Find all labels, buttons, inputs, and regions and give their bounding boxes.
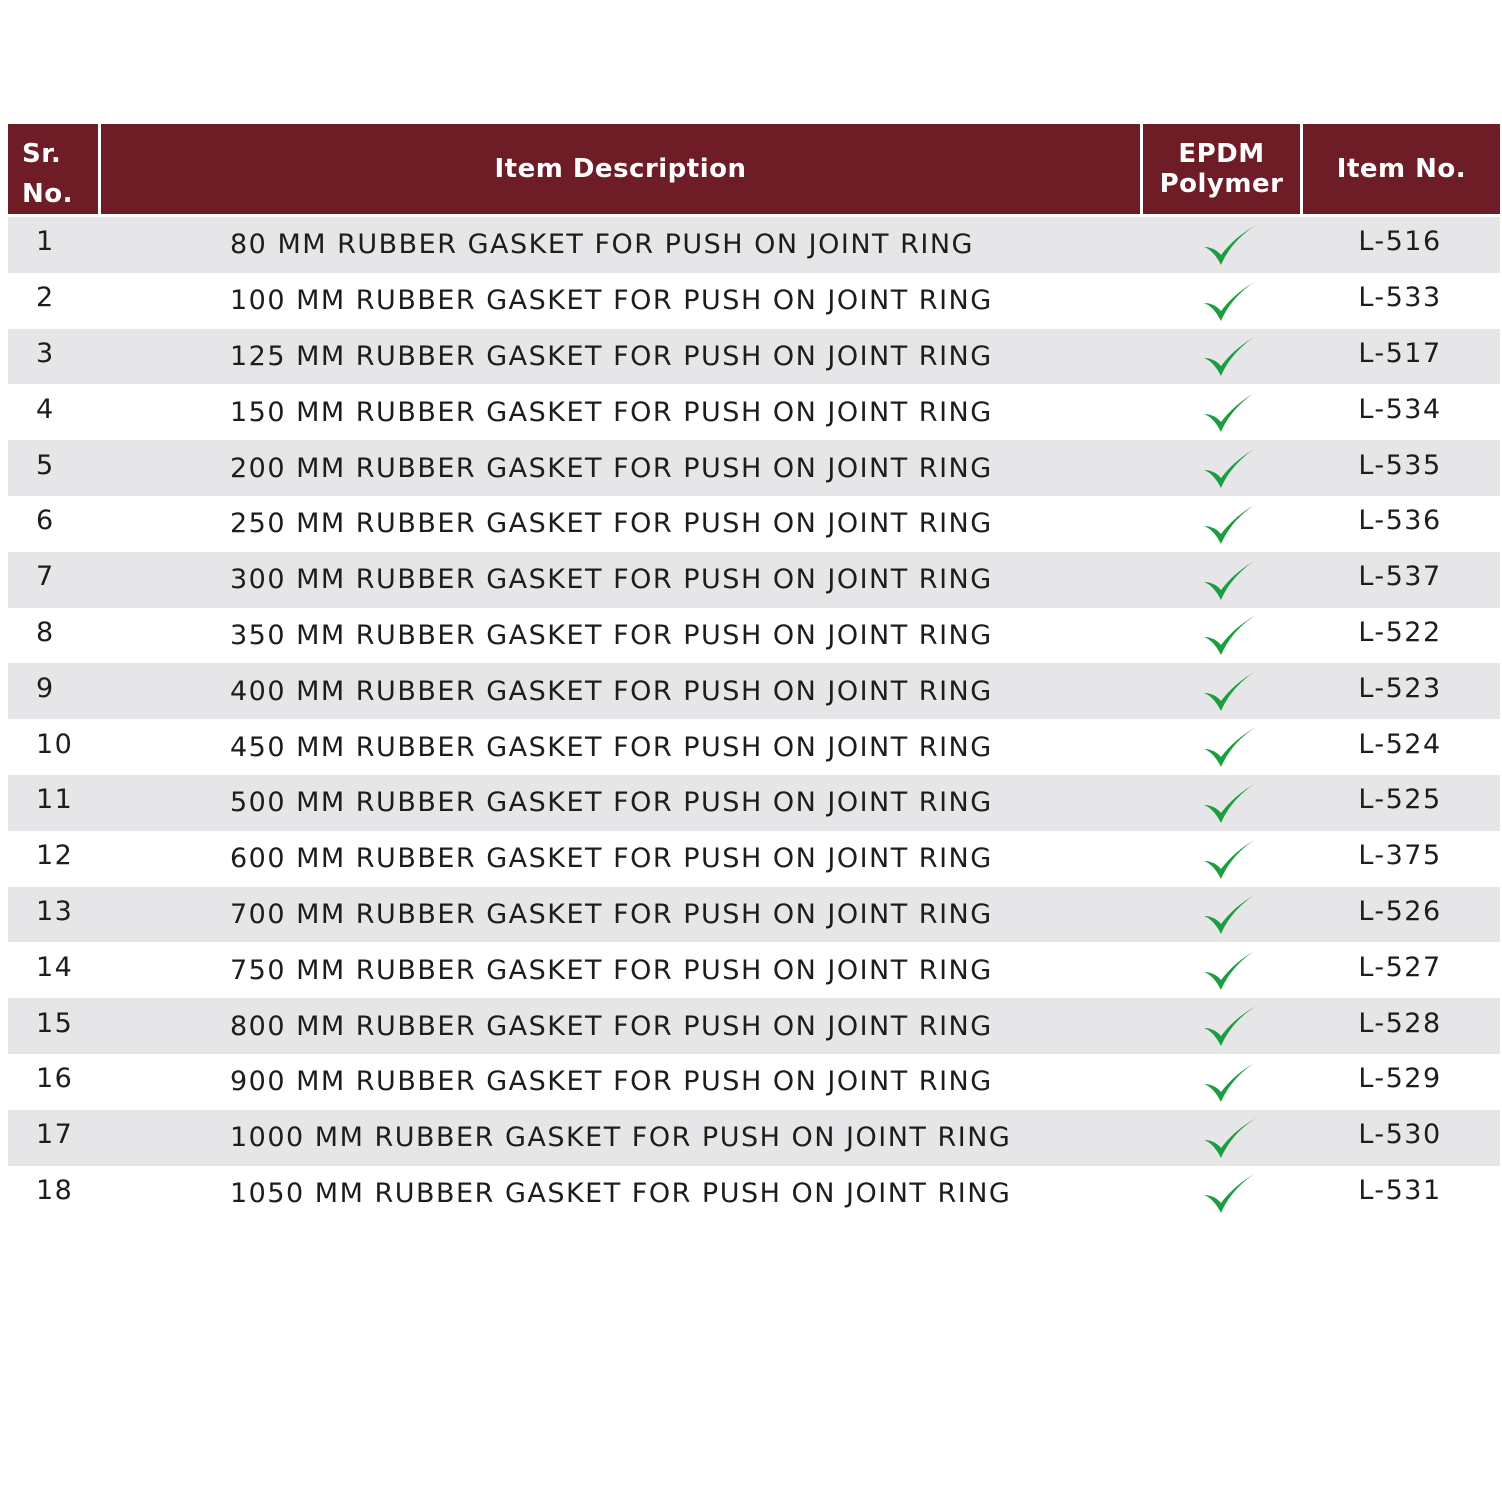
epdm-cell <box>1140 1004 1300 1048</box>
item-no-cell: L-525 <box>1358 784 1442 816</box>
sr-no-cell: 11 <box>36 784 74 816</box>
item-description-cell: 400 MM RUBBER GASKET FOR PUSH ON JOINT RING <box>230 675 993 707</box>
item-no-cell: L-516 <box>1358 226 1442 258</box>
table-row <box>8 831 1500 887</box>
table-header <box>8 124 1500 214</box>
sr-no-cell: 2 <box>36 282 55 314</box>
header-item-no: Item No. <box>1300 124 1500 214</box>
epdm-cell <box>1140 669 1300 713</box>
epdm-cell <box>1140 390 1300 434</box>
sr-no-cell: 6 <box>36 505 55 537</box>
item-description-cell: 80 MM RUBBER GASKET FOR PUSH ON JOINT RING <box>230 229 974 261</box>
item-description-cell: 750 MM RUBBER GASKET FOR PUSH ON JOINT RING <box>230 954 993 986</box>
item-description-cell: 1050 MM RUBBER GASKET FOR PUSH ON JOINT RING <box>230 1177 1012 1209</box>
sr-no-cell: 17 <box>36 1119 74 1151</box>
sr-no-cell: 9 <box>36 672 55 704</box>
item-no-cell: L-528 <box>1358 1007 1442 1039</box>
item-description-cell: 800 MM RUBBER GASKET FOR PUSH ON JOINT RING <box>230 1010 993 1042</box>
item-no-cell: L-535 <box>1358 449 1442 481</box>
table-row <box>8 608 1500 664</box>
table-row <box>8 775 1500 831</box>
item-description-cell: 150 MM RUBBER GASKET FOR PUSH ON JOINT RING <box>230 396 993 428</box>
check-icon <box>1202 334 1258 378</box>
sr-no-cell: 4 <box>36 393 55 425</box>
item-no-cell: L-527 <box>1358 951 1442 983</box>
sr-no-cell: 8 <box>36 616 55 648</box>
table-row <box>8 496 1500 552</box>
check-icon <box>1202 1004 1258 1048</box>
item-description-cell: 125 MM RUBBER GASKET FOR PUSH ON JOINT RING <box>230 340 993 372</box>
epdm-cell <box>1140 558 1300 602</box>
item-no-cell: L-522 <box>1358 616 1442 648</box>
gasket-table <box>8 124 1500 1221</box>
item-description-cell: 600 MM RUBBER GASKET FOR PUSH ON JOINT RING <box>230 843 993 875</box>
check-icon <box>1202 1171 1258 1215</box>
table-row <box>8 329 1500 385</box>
item-description-cell: 450 MM RUBBER GASKET FOR PUSH ON JOINT RING <box>230 731 993 763</box>
epdm-cell <box>1140 1060 1300 1104</box>
sr-no-cell: 12 <box>36 840 74 872</box>
table-row <box>8 1054 1500 1110</box>
sr-no-cell: 10 <box>36 728 74 760</box>
table-row <box>8 887 1500 943</box>
sr-no-cell: 15 <box>36 1007 74 1039</box>
item-no-cell: L-537 <box>1358 561 1442 593</box>
item-no-cell: L-536 <box>1358 505 1442 537</box>
header-sr-no: Sr. No. <box>8 124 98 214</box>
item-no-cell: L-530 <box>1358 1119 1442 1151</box>
table-row <box>8 1166 1500 1222</box>
sr-no-cell: 5 <box>36 449 55 481</box>
sr-no-cell: 16 <box>36 1063 74 1095</box>
check-icon <box>1202 669 1258 713</box>
check-icon <box>1202 725 1258 769</box>
item-description-cell: 500 MM RUBBER GASKET FOR PUSH ON JOINT RING <box>230 787 993 819</box>
item-description-cell: 300 MM RUBBER GASKET FOR PUSH ON JOINT RING <box>230 564 993 596</box>
header-epdm-polymer: EPDM Polymer <box>1140 124 1300 214</box>
item-no-cell: L-375 <box>1358 840 1442 872</box>
check-icon <box>1202 558 1258 602</box>
check-icon <box>1202 279 1258 323</box>
item-description-cell: 200 MM RUBBER GASKET FOR PUSH ON JOINT RING <box>230 452 993 484</box>
sr-no-cell: 13 <box>36 895 74 927</box>
sr-no-cell: 3 <box>36 337 55 369</box>
epdm-cell <box>1140 1171 1300 1215</box>
check-icon <box>1202 390 1258 434</box>
sr-no-cell: 7 <box>36 561 55 593</box>
table-row <box>8 942 1500 998</box>
check-icon <box>1202 446 1258 490</box>
item-description-cell: 1000 MM RUBBER GASKET FOR PUSH ON JOINT RING <box>230 1122 1012 1154</box>
epdm-cell <box>1140 223 1300 267</box>
check-icon <box>1202 948 1258 992</box>
epdm-cell <box>1140 948 1300 992</box>
item-no-cell: L-534 <box>1358 393 1442 425</box>
check-icon <box>1202 1116 1258 1160</box>
epdm-cell <box>1140 781 1300 825</box>
item-description-cell: 350 MM RUBBER GASKET FOR PUSH ON JOINT RING <box>230 619 993 651</box>
item-no-cell: L-533 <box>1358 282 1442 314</box>
item-no-cell: L-529 <box>1358 1063 1442 1095</box>
epdm-cell <box>1140 892 1300 936</box>
table-row <box>8 273 1500 329</box>
check-icon <box>1202 1060 1258 1104</box>
item-description-cell: 250 MM RUBBER GASKET FOR PUSH ON JOINT RING <box>230 508 993 540</box>
epdm-cell <box>1140 334 1300 378</box>
check-icon <box>1202 223 1258 267</box>
header-item-description: Item Description <box>98 124 1140 214</box>
table-row <box>8 1110 1500 1166</box>
item-description-cell: 900 MM RUBBER GASKET FOR PUSH ON JOINT RING <box>230 1066 993 1098</box>
check-icon <box>1202 892 1258 936</box>
item-no-cell: L-524 <box>1358 728 1442 760</box>
sr-no-cell: 14 <box>36 951 74 983</box>
epdm-cell <box>1140 613 1300 657</box>
item-description-cell: 700 MM RUBBER GASKET FOR PUSH ON JOINT RING <box>230 898 993 930</box>
check-icon <box>1202 781 1258 825</box>
table-row <box>8 552 1500 608</box>
epdm-cell <box>1140 837 1300 881</box>
table-body <box>8 214 1500 1221</box>
epdm-cell <box>1140 1116 1300 1160</box>
item-no-cell: L-517 <box>1358 337 1442 369</box>
table-row <box>8 217 1500 273</box>
epdm-cell <box>1140 446 1300 490</box>
item-no-cell: L-526 <box>1358 895 1442 927</box>
item-description-cell: 100 MM RUBBER GASKET FOR PUSH ON JOINT RING <box>230 285 993 317</box>
table-row <box>8 663 1500 719</box>
table-row <box>8 719 1500 775</box>
check-icon <box>1202 837 1258 881</box>
table-row <box>8 998 1500 1054</box>
epdm-cell <box>1140 502 1300 546</box>
sr-no-cell: 1 <box>36 226 55 258</box>
check-icon <box>1202 502 1258 546</box>
table-row <box>8 440 1500 496</box>
sr-no-cell: 18 <box>36 1174 74 1206</box>
item-no-cell: L-523 <box>1358 672 1442 704</box>
table-row <box>8 384 1500 440</box>
item-no-cell: L-531 <box>1358 1174 1442 1206</box>
check-icon <box>1202 613 1258 657</box>
epdm-cell <box>1140 279 1300 323</box>
epdm-cell <box>1140 725 1300 769</box>
